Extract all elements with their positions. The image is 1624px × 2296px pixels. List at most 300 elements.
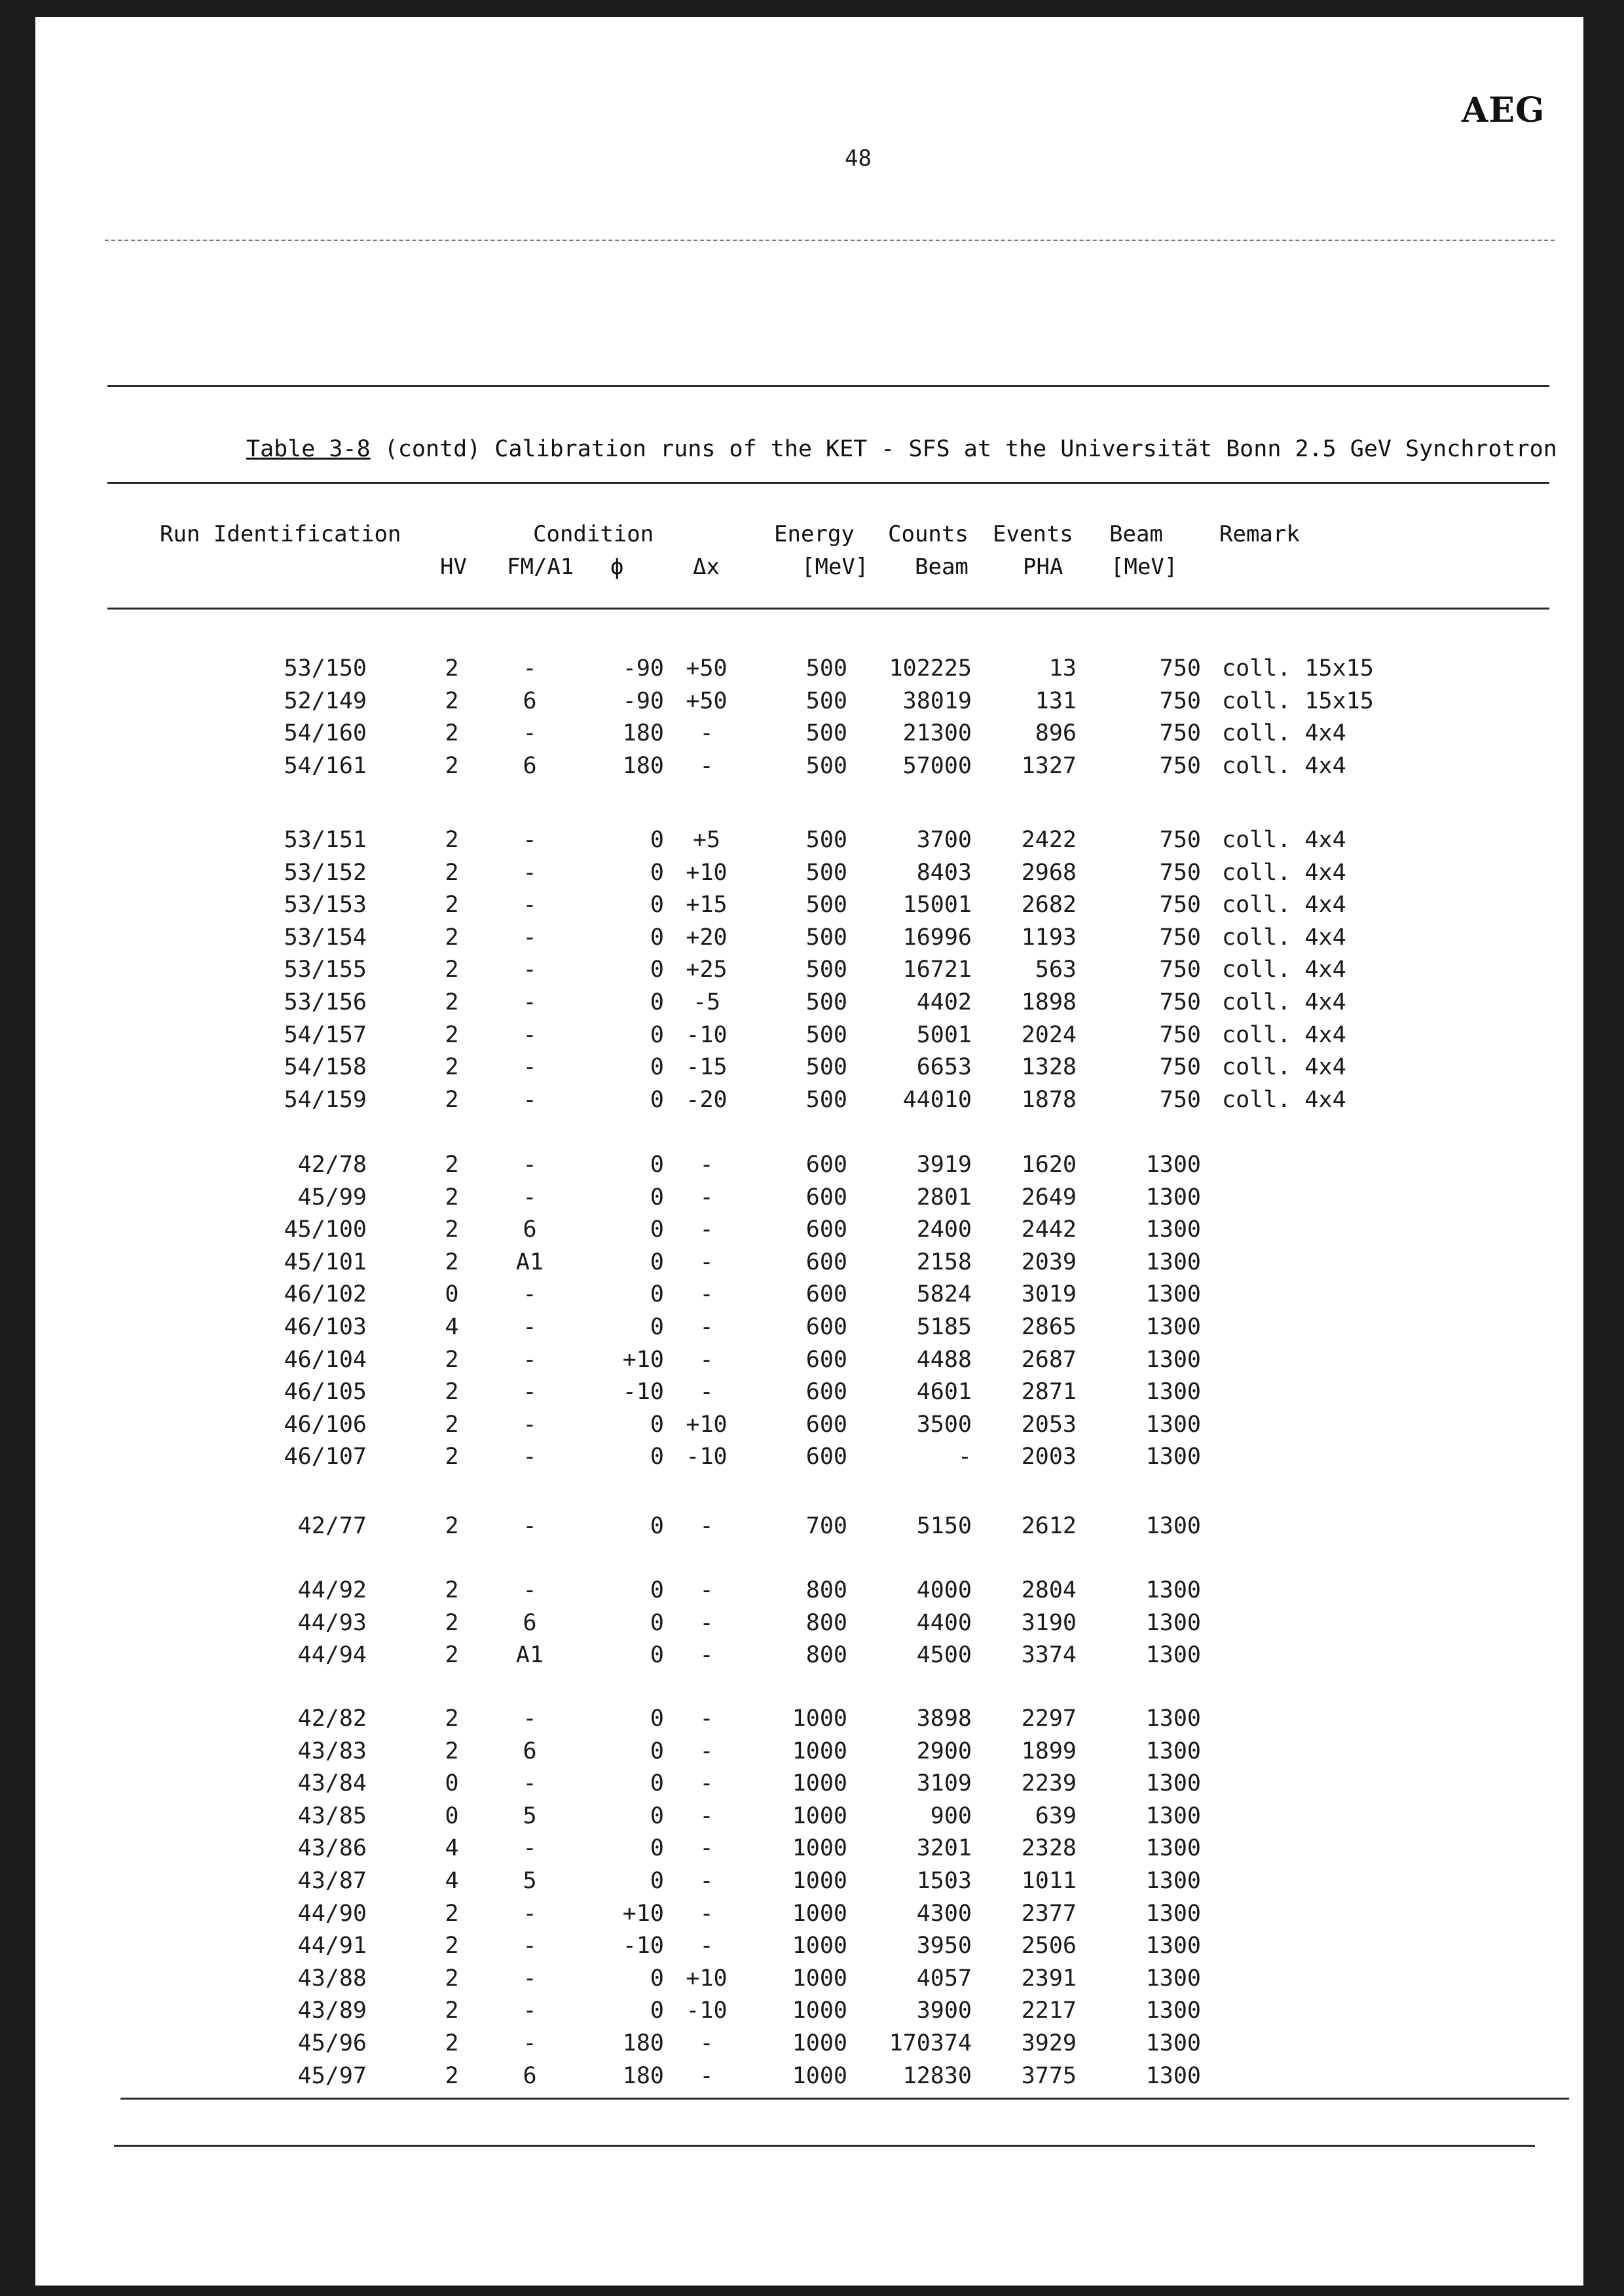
cell-run-id: 54/158 <box>284 1054 367 1081</box>
cell-beam: 1300 <box>1145 1152 1201 1178</box>
cell-run-id: 43/83 <box>297 1738 367 1764</box>
cell-events: 1899 <box>1021 1738 1077 1764</box>
cell-run-id: 43/86 <box>297 1835 367 1862</box>
cell-run-id: 53/153 <box>284 892 367 919</box>
cell-run-id: 45/101 <box>284 1248 367 1275</box>
cell-phi: 0 <box>650 1705 664 1732</box>
cell-phi: 0 <box>650 1184 664 1211</box>
cell-hv: 2 <box>445 1609 459 1636</box>
cell-dx: - <box>699 1642 714 1669</box>
cell-phi: 0 <box>650 1281 664 1308</box>
cell-dx: - <box>699 1933 714 1959</box>
cell-counts: 3109 <box>916 1770 972 1797</box>
cell-dx: - <box>699 1346 714 1373</box>
cell-beam: 1300 <box>1145 1248 1201 1275</box>
cell-phi: +10 <box>622 1900 664 1927</box>
cell-dx: - <box>699 2030 714 2056</box>
cell-beam: 1300 <box>1145 1314 1201 1340</box>
cell-events: 1193 <box>1021 924 1077 951</box>
cell-phi: 0 <box>650 989 664 1015</box>
cell-energy: 1000 <box>792 1868 847 1894</box>
cell-hv: 2 <box>445 1900 459 1927</box>
table-row <box>35 986 1583 1019</box>
cell-counts: 6653 <box>916 1054 972 1081</box>
cell-events: 1898 <box>1021 989 1077 1015</box>
cell-dx: - <box>699 1705 714 1732</box>
cell-events: 2506 <box>1021 1933 1077 1959</box>
cell-hv: 0 <box>445 1281 459 1308</box>
cell-fm-al: - <box>523 2030 537 2056</box>
cell-dx: +10 <box>686 1411 728 1438</box>
cell-counts: 16996 <box>902 924 972 951</box>
cell-dx: - <box>699 1609 714 1636</box>
cell-hv: 2 <box>445 1184 459 1211</box>
cell-dx: - <box>699 1835 714 1862</box>
cell-phi: 180 <box>622 752 664 779</box>
cell-energy: 500 <box>805 1054 847 1081</box>
cell-beam: 1300 <box>1145 1513 1201 1539</box>
cell-phi: 0 <box>650 1770 664 1797</box>
cell-counts: 4300 <box>916 1900 972 1927</box>
cell-fm-al: - <box>523 1965 537 1992</box>
cell-counts: 21300 <box>902 720 972 747</box>
cell-phi: 0 <box>650 1965 664 1992</box>
cell-fm-al: - <box>523 1577 537 1603</box>
cell-hv: 4 <box>445 1314 459 1340</box>
cell-hv: 2 <box>445 655 459 682</box>
cell-remark: coll. 15x15 <box>1222 687 1374 714</box>
cell-dx: - <box>699 752 714 779</box>
cell-dx: - <box>699 720 714 747</box>
cell-dx: +20 <box>686 924 728 951</box>
cell-beam: 750 <box>1159 859 1201 886</box>
cell-fm-al: - <box>523 1281 537 1308</box>
cell-events: 2442 <box>1021 1216 1077 1243</box>
table-row <box>35 1865 1583 1897</box>
cell-energy: 500 <box>805 827 847 853</box>
cell-run-id: 54/160 <box>284 720 367 747</box>
cell-phi: 0 <box>650 827 664 853</box>
cell-dx: -10 <box>686 1444 728 1470</box>
header-phi: ϕ <box>610 554 624 580</box>
cell-counts: 2900 <box>916 1738 972 1764</box>
cell-beam: 750 <box>1159 924 1201 951</box>
cell-fm-al: - <box>523 859 537 886</box>
cell-beam: 750 <box>1159 720 1201 747</box>
cell-events: 2239 <box>1021 1770 1077 1797</box>
cell-events: 3775 <box>1021 2062 1077 2089</box>
cell-dx: -10 <box>686 1021 728 1048</box>
cell-dx: - <box>699 1770 714 1797</box>
cell-counts: 2400 <box>916 1216 972 1243</box>
cell-fm-al: 6 <box>523 752 537 779</box>
table-row <box>35 750 1583 782</box>
cell-counts: 4500 <box>916 1642 972 1669</box>
table-caption <box>246 436 1557 462</box>
cell-fm-al: - <box>523 957 537 983</box>
cell-run-id: 53/152 <box>284 859 367 886</box>
cell-hv: 2 <box>445 859 459 886</box>
cell-run-id: 45/99 <box>297 1184 367 1211</box>
cell-counts: 5001 <box>916 1021 972 1048</box>
table-row <box>35 717 1583 750</box>
table-bottom-rule-1 <box>120 2098 1569 2100</box>
cell-events: 2377 <box>1021 1900 1077 1927</box>
cell-run-id: 54/159 <box>284 1086 367 1113</box>
cell-run-id: 43/88 <box>297 1965 367 1992</box>
cell-beam: 750 <box>1159 655 1201 682</box>
cell-counts: 102225 <box>889 655 972 682</box>
table-row <box>35 921 1583 954</box>
cell-phi: 0 <box>650 1997 664 2024</box>
cell-phi: 0 <box>650 1868 664 1894</box>
cell-dx: - <box>699 1577 714 1603</box>
table-row <box>35 1929 1583 1962</box>
header-condition: Condition <box>533 521 654 547</box>
cell-events: 2003 <box>1021 1444 1077 1470</box>
table-row <box>35 1994 1583 2027</box>
cell-beam: 1300 <box>1145 1379 1201 1406</box>
cell-hv: 2 <box>445 924 459 951</box>
cell-hv: 4 <box>445 1835 459 1862</box>
cell-fm-al: 6 <box>523 1216 537 1243</box>
cell-phi: 0 <box>650 1086 664 1113</box>
cell-phi: 0 <box>650 1411 664 1438</box>
cell-dx: +25 <box>686 957 728 983</box>
cell-counts: 1503 <box>916 1868 972 1894</box>
header-dx: Δx <box>693 554 720 580</box>
header-hv: HV <box>440 554 467 580</box>
table-row <box>35 953 1583 986</box>
cell-run-id: 46/107 <box>284 1444 367 1470</box>
cell-run-id: 44/90 <box>297 1900 367 1927</box>
cell-dx: - <box>699 1314 714 1340</box>
cell-counts: 4400 <box>916 1609 972 1636</box>
cell-phi: 0 <box>650 1152 664 1178</box>
cell-energy: 500 <box>805 957 847 983</box>
cell-hv: 2 <box>445 1997 459 2024</box>
cell-energy: 1000 <box>792 1802 847 1829</box>
cell-energy: 500 <box>805 655 847 682</box>
cell-energy: 800 <box>805 1642 847 1669</box>
cell-fm-al: - <box>523 1411 537 1438</box>
table-row <box>35 2060 1583 2092</box>
cell-beam: 750 <box>1159 989 1201 1015</box>
cell-hv: 2 <box>445 827 459 853</box>
cell-counts: 4000 <box>916 1577 972 1603</box>
company-logo: AEG <box>1462 90 1545 130</box>
cell-hv: 2 <box>445 2062 459 2089</box>
cell-fm-al: - <box>523 1379 537 1406</box>
cell-fm-al: - <box>523 1770 537 1797</box>
cell-events: 2391 <box>1021 1965 1077 1992</box>
cell-phi: 0 <box>650 1314 664 1340</box>
cell-beam: 750 <box>1159 892 1201 919</box>
table-reference: Table 3-8 <box>246 436 371 462</box>
cell-events: 2682 <box>1021 892 1077 919</box>
cell-run-id: 45/97 <box>297 2062 367 2089</box>
cell-energy: 500 <box>805 924 847 951</box>
cell-beam: 750 <box>1159 827 1201 853</box>
cell-counts: 57000 <box>902 752 972 779</box>
cell-phi: 0 <box>650 892 664 919</box>
cell-beam: 1300 <box>1145 1216 1201 1243</box>
cell-energy: 500 <box>805 892 847 919</box>
header-counts: Counts <box>888 521 969 547</box>
cell-events: 3019 <box>1021 1281 1077 1308</box>
cell-dx: -15 <box>686 1054 728 1081</box>
cell-phi: 0 <box>650 859 664 886</box>
cell-phi: 180 <box>622 2062 664 2089</box>
cell-counts: 44010 <box>902 1086 972 1113</box>
cell-run-id: 53/154 <box>284 924 367 951</box>
cell-beam: 1300 <box>1145 1642 1201 1669</box>
cell-dx: -20 <box>686 1086 728 1113</box>
table-row <box>35 1343 1583 1376</box>
header-counts-beam: Beam <box>915 554 969 580</box>
cell-beam: 1300 <box>1145 1281 1201 1308</box>
cell-energy: 1000 <box>792 1997 847 2024</box>
table-caption-text: (contd) Calibration runs of the KET - SFS at the Universität Bonn 2.5 GeV Synchrotron <box>370 436 1557 462</box>
cell-counts: 3500 <box>916 1411 972 1438</box>
cell-beam: 1300 <box>1145 2062 1201 2089</box>
cell-fm-al: - <box>523 1997 537 2024</box>
cell-beam: 750 <box>1159 687 1201 714</box>
cell-remark: coll. 4x4 <box>1222 924 1346 951</box>
header-run-identification: Run Identification <box>160 521 401 547</box>
cell-dx: - <box>699 1802 714 1829</box>
cell-remark: coll. 4x4 <box>1222 752 1346 779</box>
cell-energy: 500 <box>805 1086 847 1113</box>
cell-phi: 0 <box>650 1248 664 1275</box>
cell-beam: 1300 <box>1145 1738 1201 1764</box>
cell-run-id: 53/155 <box>284 957 367 983</box>
cell-events: 563 <box>1035 957 1077 983</box>
cell-run-id: 53/150 <box>284 655 367 682</box>
cell-phi: -10 <box>622 1933 664 1959</box>
cell-counts: 38019 <box>902 687 972 714</box>
cell-events: 1327 <box>1021 752 1077 779</box>
cell-beam: 1300 <box>1145 1411 1201 1438</box>
cell-events: 3190 <box>1021 1609 1077 1636</box>
cell-run-id: 46/104 <box>284 1346 367 1373</box>
cell-phi: 0 <box>650 1444 664 1470</box>
cell-counts: 2801 <box>916 1184 972 1211</box>
cell-energy: 600 <box>805 1314 847 1340</box>
cell-dx: +10 <box>686 1965 728 1992</box>
cell-beam: 1300 <box>1145 1770 1201 1797</box>
cell-run-id: 43/85 <box>297 1802 367 1829</box>
cell-counts: 4488 <box>916 1346 972 1373</box>
cell-beam: 750 <box>1159 1021 1201 1048</box>
cell-phi: 0 <box>650 1835 664 1862</box>
document-page <box>35 17 1583 2286</box>
cell-run-id: 45/96 <box>297 2030 367 2056</box>
cell-counts: 4601 <box>916 1379 972 1406</box>
cell-hv: 2 <box>445 892 459 919</box>
cell-fm-al: - <box>523 924 537 951</box>
cell-run-id: 43/87 <box>297 1868 367 1894</box>
cell-phi: -90 <box>622 687 664 714</box>
cell-phi: 0 <box>650 1021 664 1048</box>
cell-fm-al: A1 <box>515 1248 544 1275</box>
cell-hv: 2 <box>445 957 459 983</box>
cell-run-id: 44/94 <box>297 1642 367 1669</box>
cell-hv: 2 <box>445 1152 459 1178</box>
cell-dx: +15 <box>686 892 728 919</box>
cell-remark: coll. 4x4 <box>1222 1086 1346 1113</box>
header-divider <box>105 240 1555 241</box>
cell-events: 2217 <box>1021 1997 1077 2024</box>
cell-counts: 3900 <box>916 1997 972 2024</box>
cell-fm-al: - <box>523 1705 537 1732</box>
cell-energy: 1000 <box>792 1738 847 1764</box>
cell-beam: 1300 <box>1145 1868 1201 1894</box>
cell-fm-al: - <box>523 892 537 919</box>
cell-hv: 2 <box>445 1346 459 1373</box>
cell-dx: +50 <box>686 655 728 682</box>
cell-dx: - <box>699 1152 714 1178</box>
table-row <box>35 1278 1583 1311</box>
table-row <box>35 1213 1583 1246</box>
table-bottom-rule-2 <box>114 2145 1535 2147</box>
cell-hv: 2 <box>445 1021 459 1048</box>
table-row <box>35 1735 1583 1768</box>
cell-run-id: 46/106 <box>284 1411 367 1438</box>
cell-events: 2871 <box>1021 1379 1077 1406</box>
cell-phi: 0 <box>650 1738 664 1764</box>
cell-events: 639 <box>1035 1802 1077 1829</box>
cell-remark: coll. 4x4 <box>1222 859 1346 886</box>
cell-hv: 2 <box>445 1642 459 1669</box>
table-row <box>35 1962 1583 1995</box>
cell-remark: coll. 4x4 <box>1222 1021 1346 1048</box>
cell-phi: 0 <box>650 1642 664 1669</box>
cell-fm-al: - <box>523 989 537 1015</box>
cell-fm-al: - <box>523 1021 537 1048</box>
cell-events: 1620 <box>1021 1152 1077 1178</box>
table-row <box>35 1311 1583 1343</box>
cell-events: 131 <box>1035 687 1077 714</box>
cell-remark: coll. 15x15 <box>1222 655 1374 682</box>
cell-fm-al: - <box>523 655 537 682</box>
cell-counts: 4402 <box>916 989 972 1015</box>
cell-energy: 1000 <box>792 1900 847 1927</box>
cell-run-id: 44/93 <box>297 1609 367 1636</box>
cell-events: 2968 <box>1021 859 1077 886</box>
header-energy-unit: [MeV] <box>802 554 869 580</box>
cell-dx: - <box>699 1868 714 1894</box>
cell-remark: coll. 4x4 <box>1222 1054 1346 1081</box>
cell-events: 1011 <box>1021 1868 1077 1894</box>
cell-fm-al: - <box>523 1900 537 1927</box>
cell-counts: 16721 <box>902 957 972 983</box>
cell-run-id: 52/149 <box>284 687 367 714</box>
table-row <box>35 1084 1583 1116</box>
cell-hv: 2 <box>445 1411 459 1438</box>
cell-energy: 500 <box>805 720 847 747</box>
cell-energy: 1000 <box>792 1835 847 1862</box>
cell-events: 2053 <box>1021 1411 1077 1438</box>
cell-events: 3374 <box>1021 1642 1077 1669</box>
cell-phi: 0 <box>650 957 664 983</box>
page-number: 48 <box>845 145 872 172</box>
cell-fm-al: - <box>523 1513 537 1539</box>
header-energy: Energy <box>774 521 855 547</box>
table-row <box>35 1607 1583 1639</box>
cell-events: 2687 <box>1021 1346 1077 1373</box>
cell-phi: 180 <box>622 2030 664 2056</box>
cell-run-id: 46/103 <box>284 1314 367 1340</box>
table-row <box>35 652 1583 685</box>
cell-phi: +10 <box>622 1346 664 1373</box>
cell-fm-al: - <box>523 1346 537 1373</box>
cell-counts: 4057 <box>916 1965 972 1992</box>
table-row <box>35 1148 1583 1181</box>
cell-remark: coll. 4x4 <box>1222 892 1346 919</box>
cell-dx: +5 <box>692 827 721 853</box>
cell-fm-al: A1 <box>515 1642 544 1669</box>
cell-hv: 2 <box>445 2030 459 2056</box>
cell-run-id: 43/89 <box>297 1997 367 2024</box>
cell-counts: 3919 <box>916 1152 972 1178</box>
cell-hv: 0 <box>445 1802 459 1829</box>
cell-beam: 750 <box>1159 1054 1201 1081</box>
cell-phi: 0 <box>650 1054 664 1081</box>
cell-dx: -5 <box>692 989 721 1015</box>
cell-fm-al: - <box>523 1152 537 1178</box>
cell-events: 1878 <box>1021 1086 1077 1113</box>
table-row <box>35 2027 1583 2060</box>
cell-events: 2422 <box>1021 827 1077 853</box>
cell-dx: - <box>699 1184 714 1211</box>
cell-remark: coll. 4x4 <box>1222 827 1346 853</box>
cell-beam: 750 <box>1159 1086 1201 1113</box>
cell-energy: 600 <box>805 1281 847 1308</box>
cell-dx: - <box>699 1248 714 1275</box>
cell-fm-al: 6 <box>523 687 537 714</box>
cell-energy: 600 <box>805 1411 847 1438</box>
cell-energy: 600 <box>805 1216 847 1243</box>
cell-energy: 500 <box>805 1021 847 1048</box>
cell-energy: 800 <box>805 1577 847 1603</box>
table-row <box>35 1408 1583 1441</box>
cell-dx: - <box>699 1513 714 1539</box>
cell-energy: 700 <box>805 1513 847 1539</box>
cell-counts: 170374 <box>889 2030 972 2056</box>
cell-hv: 2 <box>445 1216 459 1243</box>
cell-energy: 600 <box>805 1444 847 1470</box>
cell-fm-al: 6 <box>523 2062 537 2089</box>
cell-hv: 2 <box>445 1705 459 1732</box>
cell-hv: 2 <box>445 1248 459 1275</box>
cell-energy: 600 <box>805 1184 847 1211</box>
cell-events: 3929 <box>1021 2030 1077 2056</box>
header-beam-unit: [MeV] <box>1111 554 1178 580</box>
cell-dx: +10 <box>686 859 728 886</box>
table-top-rule <box>107 385 1549 387</box>
header-rule <box>107 608 1549 610</box>
cell-energy: 500 <box>805 752 847 779</box>
cell-beam: 1300 <box>1145 1577 1201 1603</box>
cell-energy: 1000 <box>792 1933 847 1959</box>
cell-beam: 1300 <box>1145 2030 1201 2056</box>
cell-energy: 500 <box>805 859 847 886</box>
cell-counts: 3201 <box>916 1835 972 1862</box>
table-row <box>35 1702 1583 1735</box>
cell-hv: 2 <box>445 1379 459 1406</box>
cell-dx: - <box>699 1738 714 1764</box>
